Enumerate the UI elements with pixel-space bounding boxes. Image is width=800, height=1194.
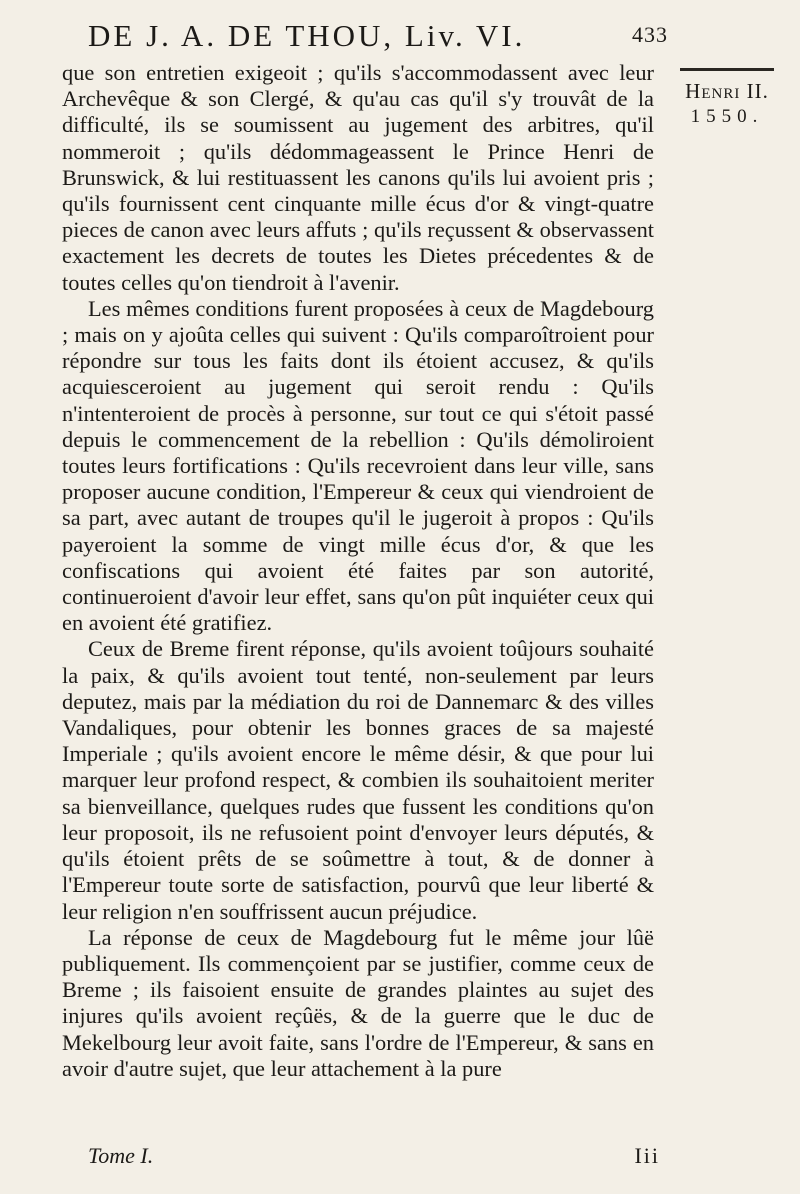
signature-mark: Iii xyxy=(634,1143,660,1168)
margin-year: 1550. xyxy=(690,106,764,127)
paragraph-3: Ceux de Breme firent réponse, qu'ils avoient toûjours souhaité la paix, & qu'ils avoient tout tenté, non-seulement par leurs deputez, mais par la médiation du roi de Dannemarc & des villes Vandaliques, pour obtenir les bonnes graces de sa majesté Imperiale ; qu'ils avoient encore le même désir, & que pour lui marquer leur profond respect, & combien ils souhaitoient meriter sa bienveillance, quelques rudes que fussent les conditions qu'on leur proposoit, ils ne refusoient point d'envoyer leurs députés, & qu'ils étoient prêts de se soûmettre à tout, & de donner à l'Empereur toute sorte de satisfaction, pourvû que leur liberté & leur religion n'en souffrissent aucun préjudice. xyxy=(62,636,654,924)
body-text xyxy=(62,60,654,1082)
paragraph-1: que son entretien exigeoit ; qu'ils s'accommodassent avec leur Archevêque & son Clergé, & qu'au cas qu'il s'y trouvât de la difficulté, ils se soumissent au jugement des arbitres, qu'il nommeroit ; qu'ils dédommageassent le Prince Henri de Brunswick, & lui restituassent les canons qu'ils lui avoient pris ; qu'ils fournissent cent cinquante mille écus d'or & vingt-quatre pieces de canon avec leurs affuts ; qu'ils reçussent & observassent exactement les decrets de toutes les Dietes précedentes & de toutes celles qu'on tiendroit à l'avenir. xyxy=(62,60,654,295)
margin-note xyxy=(662,62,792,128)
page-number: 433 xyxy=(632,22,668,47)
running-title: DE J. A. DE THOU, Liv. VI. xyxy=(88,18,526,53)
paragraph-2: Les mêmes conditions furent proposées à ceux de Magdebourg ; mais on y ajoûta celles qui suivent : Qu'ils comparoîtroient pour répondre sur tous les faits dont ils étoient accusez, & qu'ils acquiesceroient au jugement qui seroit rendu : Qu'ils n'intenteroient de procès à personne, sur tout ce qui s'étoit passé depuis le commencement de la rebellion : Qu'ils démoliroient toutes leurs fortifications : Qu'ils recevroient dans leur ville, sans proposer aucune condition, l'Empereur & ceux qui viendroient de sa part, avec autant de troupes qu'il le jugeroit à propos : Qu'ils payeroient la somme de vingt mille écus d'or, & que les confiscations qui avoient été faites par son autorité, continueroient d'avoir leur effet, sans qu'on pût inquiéter ceux qui en avoient été gratifiez. xyxy=(62,295,654,636)
margin-reign-name: Henri II. xyxy=(685,79,769,103)
volume-label: Tome I. xyxy=(88,1143,154,1168)
margin-rule xyxy=(680,68,774,71)
running-head xyxy=(88,18,668,54)
page-footer xyxy=(88,1143,660,1173)
paragraph-4: La réponse de ceux de Magdebourg fut le même jour lûë publiquement. Ils commençoient par se justifier, comme ceux de Breme ; ils faisoient ensuite de grandes plaintes au sujet des injures qu'ils avoient reçûës, & de la guerre que le duc de Mekelbourg leur avoit faite, sans l'ordre de l'Empereur, & sans en avoir d'autre sujet, que leur attachement à la pure xyxy=(62,924,654,1081)
